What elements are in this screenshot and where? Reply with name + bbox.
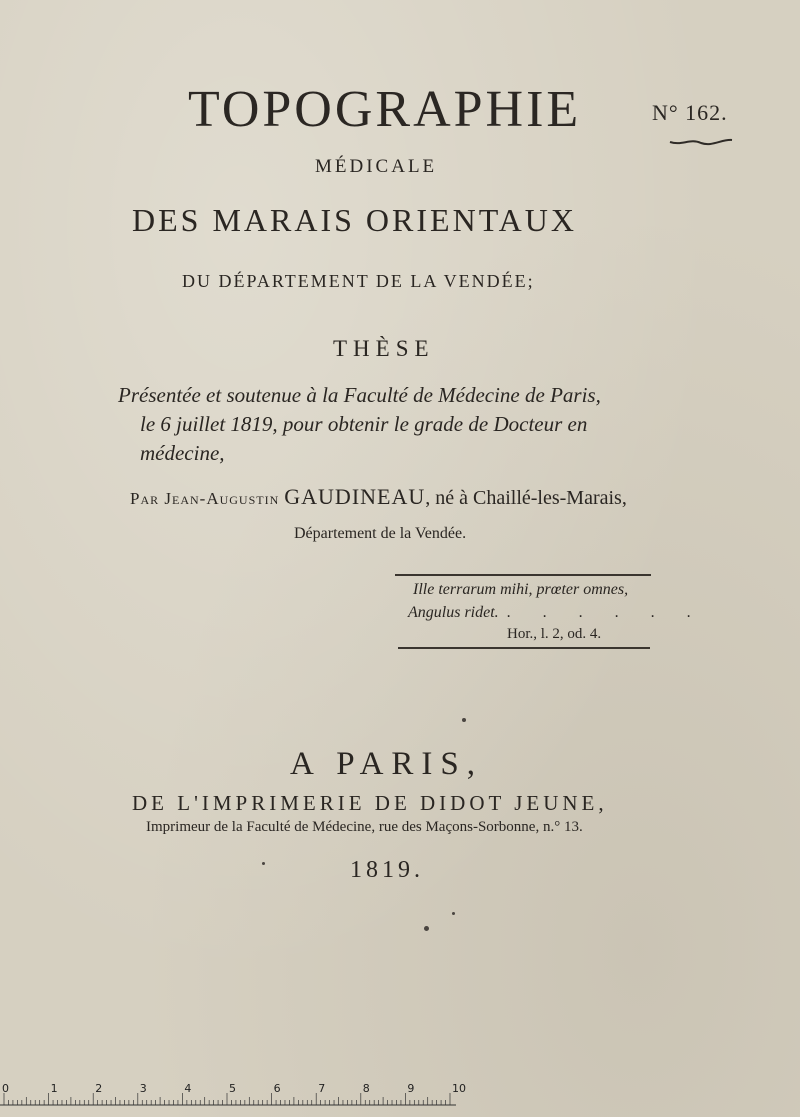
presentation-line-2: le 6 juillet 1819, pour obtenir le grade de Docteur en — [140, 412, 588, 436]
these-heading: THÈSE — [333, 336, 435, 361]
imprint-year: 1819. — [350, 857, 424, 883]
ruler-label: 8 — [362, 1082, 370, 1095]
ink-speck — [424, 926, 429, 931]
document-number: N° 162. — [652, 100, 728, 125]
flourish-ornament — [668, 136, 734, 148]
ruler-label: 10 — [452, 1082, 466, 1095]
author-name: GAUDINEAU — [284, 484, 426, 509]
ruler-label: 4 — [184, 1082, 192, 1095]
epigraph-source: Hor., l. 2, od. 4. — [507, 626, 602, 642]
ruler-label: 7 — [318, 1082, 326, 1095]
ink-speck — [262, 862, 265, 865]
ruler-label: 0 — [2, 1082, 9, 1095]
subtitle-medicale: MÉDICALE — [315, 156, 438, 177]
author-prefix: Par Jean-Augustin — [130, 489, 280, 508]
presentation-line-3: médecine, — [140, 441, 225, 465]
author-line — [130, 484, 627, 510]
presentation-text — [118, 381, 678, 468]
epigraph-line-1: Ille terrarum mihi, prœter omnes, — [413, 581, 629, 598]
author-suffix: , né à Chaillé-les-Marais, — [425, 487, 627, 509]
epigraph-top-rule — [395, 574, 651, 576]
presentation-line-1: Présentée et soutenue à la Faculté de Médecine de Paris, — [118, 383, 601, 407]
imprint-printer: DE L'IMPRIMERIE DE DIDOT JEUNE, — [132, 791, 608, 815]
imprint-place: A PARIS, — [290, 746, 484, 782]
subtitle-marais: DES MARAIS ORIENTAUX — [132, 202, 577, 238]
subtitle-vendee: DU DÉPARTEMENT DE LA VENDÉE; — [182, 271, 535, 291]
epigraph-bottom-rule — [398, 647, 650, 649]
epigraph-line-2 — [408, 604, 705, 622]
ruler-label: 1 — [50, 1082, 58, 1095]
measurement-ruler — [0, 1082, 466, 1113]
ink-speck — [452, 912, 455, 915]
epigraph-dots: . . . . . . — [506, 604, 705, 621]
document-title: TOPOGRAPHIE — [188, 81, 582, 138]
epigraph-line-2-text: Angulus ridet. — [408, 604, 499, 621]
ruler-label: 3 — [139, 1082, 147, 1095]
author-department: Département de la Vendée. — [294, 525, 467, 542]
ruler-label: 5 — [229, 1082, 236, 1095]
imprint-address: Imprimeur de la Faculté de Médecine, rue des Maçons-Sorbonne, n.° 13. — [146, 819, 583, 835]
ruler-label: 9 — [407, 1082, 415, 1095]
ruler-label: 2 — [95, 1082, 103, 1095]
ruler-label: 6 — [273, 1082, 281, 1095]
ink-speck — [462, 718, 466, 722]
